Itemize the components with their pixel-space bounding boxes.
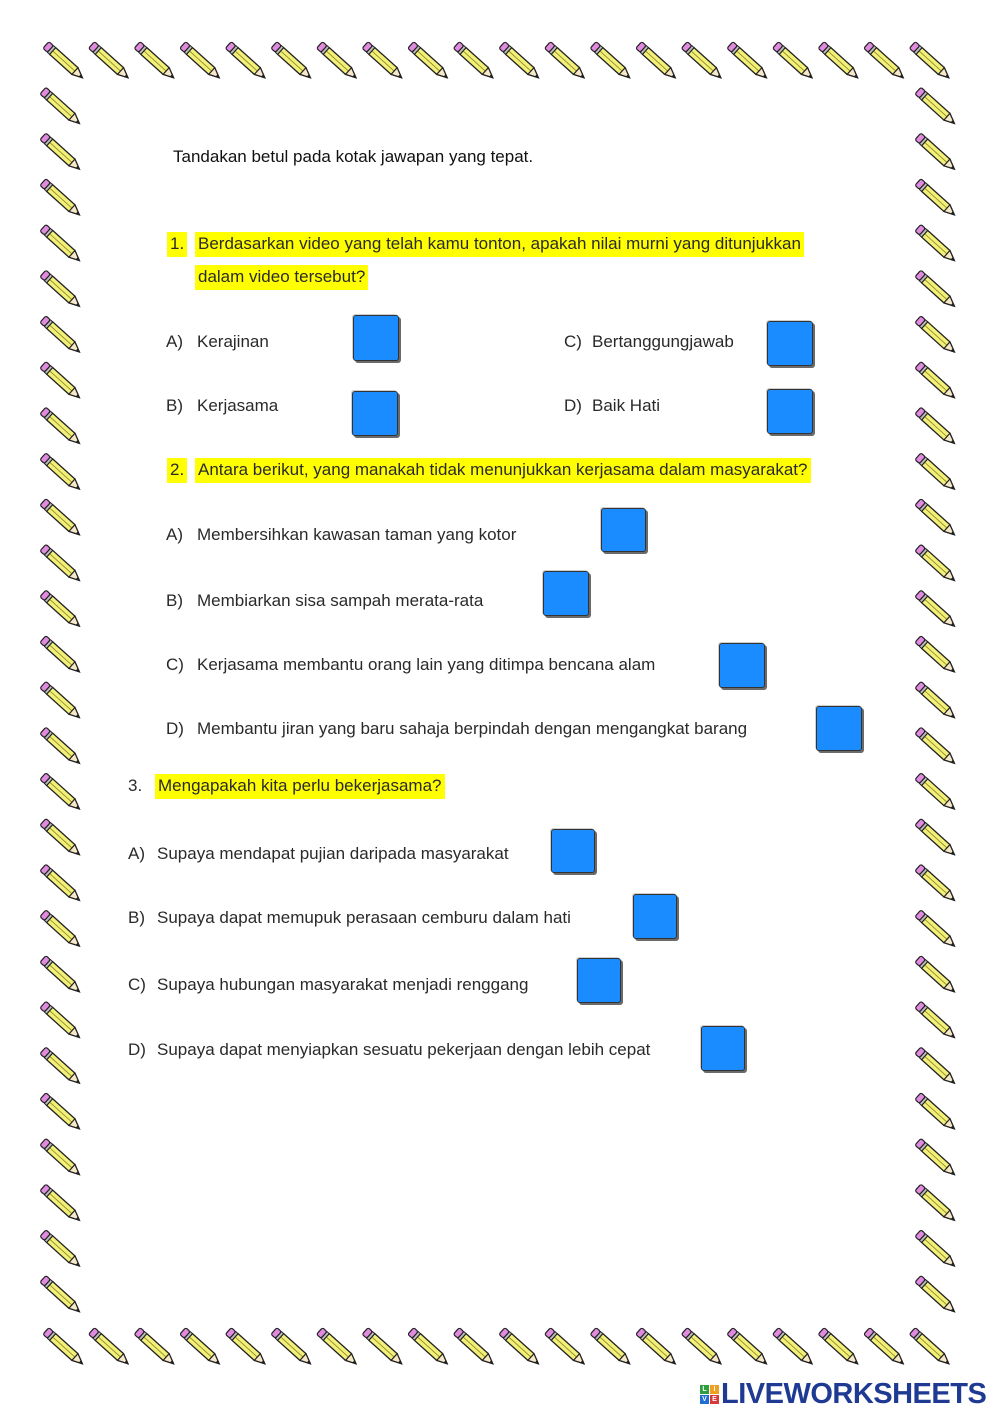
q2-option-a-text: Membersihkan kawasan taman yang kotor <box>197 525 517 544</box>
pencil-icon <box>40 544 82 583</box>
question-3-number: 3. <box>128 776 143 795</box>
pencil-icon <box>40 1275 82 1314</box>
pencil-icon <box>773 42 815 81</box>
pencil-icon <box>43 1328 85 1367</box>
pencil-icon <box>408 42 450 81</box>
q1-option-b-answer-box[interactable] <box>352 391 398 436</box>
q2-option-a-label: A) <box>166 525 183 544</box>
q2-option-c-text: Kerjasama membantu orang lain yang ditimpa bencana alam <box>197 655 656 674</box>
pencil-icon <box>681 42 723 81</box>
instruction-text: Tandakan betul pada kotak jawapan yang tepat. <box>173 147 534 166</box>
pencil-icon <box>727 1328 769 1367</box>
pencil-icon <box>40 1184 82 1223</box>
pencil-icon <box>89 1328 131 1367</box>
pencil-icon <box>134 42 176 81</box>
pencil-icon <box>225 1328 267 1367</box>
q3-option-b-label: B) <box>128 908 145 927</box>
pencil-icon <box>499 42 541 81</box>
q2-option-c-label: C) <box>166 655 184 674</box>
pencil-icon <box>40 818 82 857</box>
q3-option-d-text: Supaya dapat menyiapkan sesuatu pekerjaan dengan lebih cepat <box>157 1040 651 1059</box>
pencil-icon <box>40 1093 82 1132</box>
pencil-icon <box>317 42 359 81</box>
q2-option-d-answer-box[interactable] <box>816 706 862 751</box>
q2-option-d-label: D) <box>166 719 184 738</box>
pencil-icon <box>915 544 957 583</box>
pencil-icon <box>915 681 957 720</box>
q1-option-a-label: A) <box>166 332 183 351</box>
pencil-icon <box>727 42 769 81</box>
pencil-icon <box>545 42 587 81</box>
pencil-icon <box>40 1001 82 1040</box>
pencil-icon <box>362 1328 404 1367</box>
pencil-icon <box>915 1184 957 1223</box>
q1-option-a-answer-box[interactable] <box>353 315 399 361</box>
pencil-icon <box>180 1328 222 1367</box>
pencil-icon <box>915 1230 957 1269</box>
q1-option-b-label: B) <box>166 396 183 415</box>
pencil-icon <box>915 316 957 355</box>
pencil-icon <box>915 133 957 172</box>
pencil-icon <box>40 910 82 949</box>
pencil-icon <box>362 42 404 81</box>
pencil-icon <box>864 42 906 81</box>
pencil-icon <box>773 1328 815 1367</box>
pencil-icon <box>636 42 678 81</box>
q1-option-d-answer-box[interactable] <box>767 389 813 434</box>
pencil-icon <box>40 1047 82 1086</box>
pencil-icon <box>915 1138 957 1177</box>
pencil-icon <box>915 407 957 446</box>
q3-option-d-answer-box[interactable] <box>701 1026 745 1071</box>
pencil-icon <box>40 224 82 263</box>
pencil-icon <box>909 42 951 81</box>
pencil-icon <box>818 42 860 81</box>
pencil-icon <box>40 1138 82 1177</box>
q2-option-b-text: Membiarkan sisa sampah merata-rata <box>197 591 484 610</box>
q3-option-c-answer-box[interactable] <box>577 958 621 1003</box>
pencil-icon <box>915 499 957 538</box>
pencil-icon <box>915 179 957 218</box>
pencil-icon <box>915 453 957 492</box>
pencil-icon <box>317 1328 359 1367</box>
logo-text: LIVEWORKSHEETS <box>721 1377 987 1410</box>
q2-option-d-text: Membantu jiran yang baru sahaja berpindah dengan mengangkat barang <box>197 719 748 738</box>
q3-option-b-text: Supaya dapat memupuk perasaan cemburu dalam hati <box>157 908 571 927</box>
pencil-icon <box>40 864 82 903</box>
pencil-icon <box>915 818 957 857</box>
pencil-icon <box>545 1328 587 1367</box>
q3-option-a-text: Supaya mendapat pujian daripada masyarakat <box>157 844 509 863</box>
question-1-number: 1. <box>167 235 187 252</box>
pencil-icon <box>681 1328 723 1367</box>
q1-option-c-label: C) <box>564 332 582 351</box>
pencil-icon <box>40 179 82 218</box>
pencil-icon <box>225 42 267 81</box>
pencil-icon <box>40 499 82 538</box>
question-3-text: Mengapakah kita perlu bekerjasama? <box>155 777 445 794</box>
pencil-icon <box>453 42 495 81</box>
pencil-icon <box>590 1328 632 1367</box>
pencil-icon <box>915 864 957 903</box>
pencil-icon <box>180 42 222 81</box>
pencil-icon <box>915 1047 957 1086</box>
pencil-icon <box>915 224 957 263</box>
pencil-icon <box>915 773 957 812</box>
pencil-icon <box>915 270 957 309</box>
pencil-icon <box>40 361 82 400</box>
q1-option-b-text: Kerjasama <box>197 396 279 415</box>
q1-option-d-label: D) <box>564 396 582 415</box>
question-2-text: Antara berikut, yang manakah tidak menunjukkan kerjasama dalam masyarakat? <box>195 461 811 478</box>
q2-option-b-label: B) <box>166 591 183 610</box>
q3-option-a-label: A) <box>128 844 145 863</box>
pencil-icon <box>40 590 82 629</box>
pencil-icon <box>134 1328 176 1367</box>
q1-option-c-answer-box[interactable] <box>767 321 813 366</box>
pencil-icon <box>40 316 82 355</box>
pencil-icon <box>915 910 957 949</box>
pencil-icon <box>909 1328 951 1367</box>
pencil-icon <box>915 590 957 629</box>
pencil-icon <box>40 773 82 812</box>
pencil-icon <box>40 636 82 675</box>
pencil-icon <box>915 636 957 675</box>
pencil-icon <box>915 361 957 400</box>
q1-option-d-text: Baik Hati <box>592 396 661 415</box>
pencil-icon <box>40 453 82 492</box>
pencil-icon <box>818 1328 860 1367</box>
pencil-icon <box>271 42 313 81</box>
q3-option-c-label: C) <box>128 975 146 994</box>
pencil-icon <box>915 956 957 995</box>
pencil-icon <box>915 87 957 126</box>
pencil-icon <box>40 956 82 995</box>
pencil-icon <box>271 1328 313 1367</box>
question-2-number: 2. <box>167 461 187 478</box>
pencil-icon <box>915 1275 957 1314</box>
q2-option-b-answer-box[interactable] <box>543 571 589 616</box>
pencil-icon <box>40 133 82 172</box>
pencil-icon <box>499 1328 541 1367</box>
q3-option-b-answer-box[interactable] <box>633 894 677 939</box>
pencil-icon <box>40 270 82 309</box>
q3-option-a-answer-box[interactable] <box>551 829 595 873</box>
q2-option-c-answer-box[interactable] <box>719 643 765 688</box>
pencil-icon <box>40 681 82 720</box>
pencil-icon <box>590 42 632 81</box>
q2-option-a-answer-box[interactable] <box>601 508 646 552</box>
pencil-icon <box>453 1328 495 1367</box>
pencil-icon <box>43 42 85 81</box>
pencil-icon <box>40 407 82 446</box>
q3-option-c-text: Supaya hubungan masyarakat menjadi renggang <box>157 975 529 994</box>
pencil-icon <box>40 1230 82 1269</box>
pencil-icon <box>408 1328 450 1367</box>
q3-option-d-label: D) <box>128 1040 146 1059</box>
pencil-icon <box>636 1328 678 1367</box>
question-1-text-line1: Berdasarkan video yang telah kamu tonton, apakah nilai murni yang ditunjukkan <box>195 235 804 252</box>
pencil-icon <box>864 1328 906 1367</box>
question-1-text-line2: dalam video tersebut? <box>195 268 368 285</box>
pencil-icon <box>915 1093 957 1132</box>
pencil-icon <box>89 42 131 81</box>
liveworksheets-logo[interactable] <box>700 1379 986 1409</box>
logo-icon: L I V E <box>700 1385 719 1404</box>
pencil-icon <box>40 727 82 766</box>
pencil-icon <box>915 727 957 766</box>
q1-option-c-text: Bertanggungjawab <box>592 332 734 351</box>
q1-option-a-text: Kerajinan <box>197 332 269 351</box>
pencil-icon <box>915 1001 957 1040</box>
pencil-icon <box>40 87 82 126</box>
